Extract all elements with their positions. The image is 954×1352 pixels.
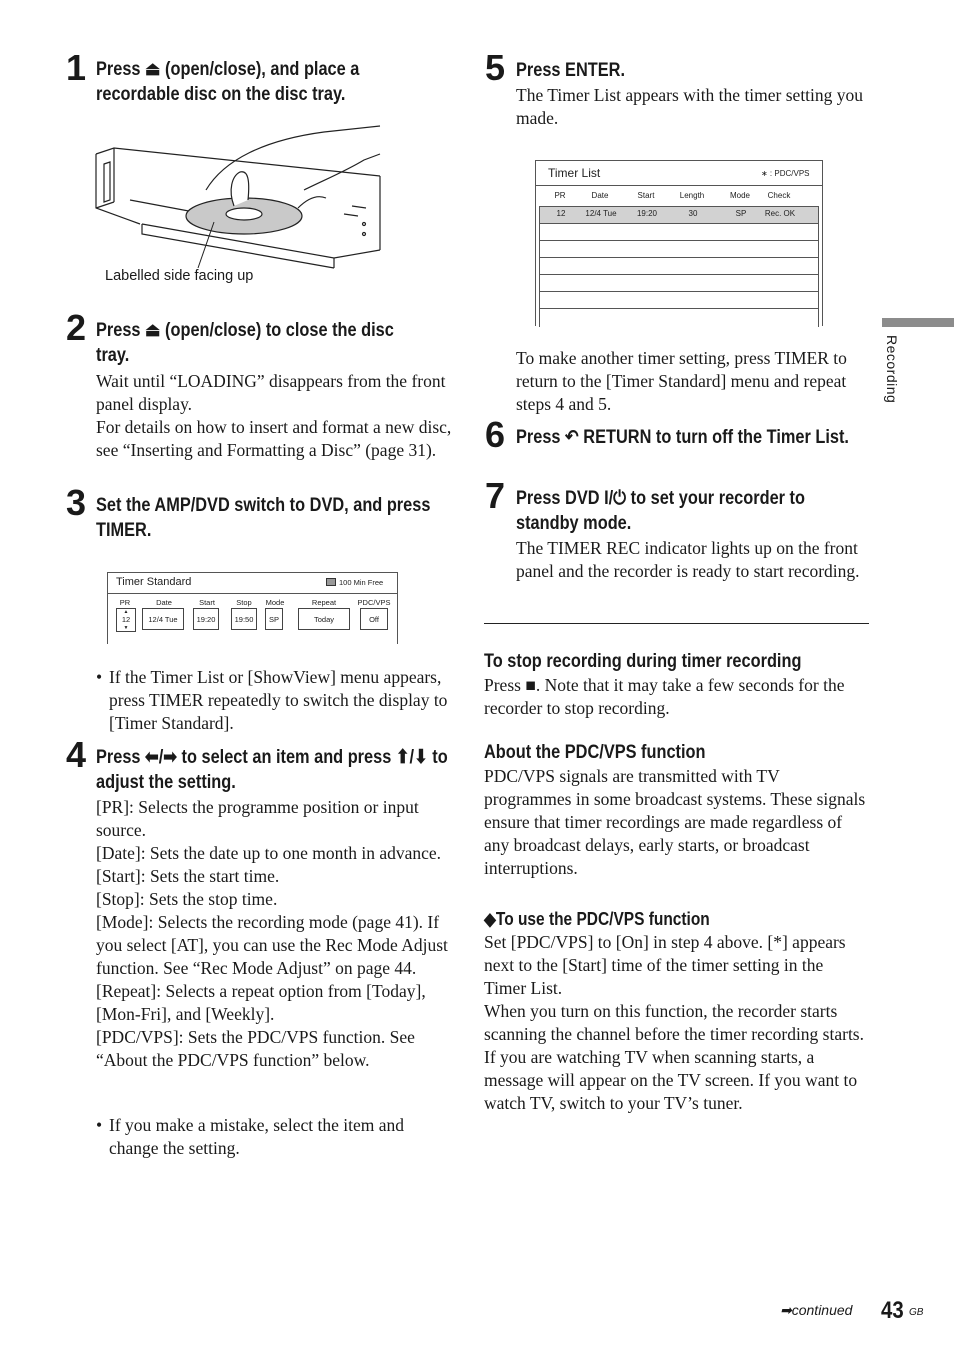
section-tab-label: Recording [884, 335, 900, 404]
step-2-para-1: Wait until “LOADING” disappears from the front panel display. [96, 371, 446, 414]
timer-standard-title: Timer Standard [116, 576, 192, 588]
step-5-number: 5 [485, 47, 506, 88]
timer-standard-screen [107, 572, 398, 644]
step-2-para-2: For details on how to insert and format a new disc, see “Inserting and Formatting a Disc” (page 31). [96, 417, 452, 460]
timer-list-empty-row[interactable] [539, 308, 819, 327]
timer-list-empty-row[interactable] [539, 257, 819, 275]
pdc-vps-heading: About the PDC/VPS function [484, 742, 706, 763]
timer-list-header-start: Start [637, 191, 655, 200]
step-4-stop: [Stop]: Sets the stop time. [96, 889, 278, 909]
step-2-body [96, 370, 456, 462]
timer-list-cell-start: 19:20 [636, 209, 658, 218]
mode-field[interactable]: SP [265, 608, 283, 630]
stop-recording-text: Press ■. Note that it may take a few seconds for the recorder to stop recording. [484, 675, 845, 718]
pr-value: 12 [121, 615, 131, 624]
timer-list-row[interactable] [539, 206, 819, 224]
timer-list-cell-date: 12/4 Tue [585, 209, 617, 218]
step-4-heading: Press ⬅/➡ to select an item and press ⬆/⬇ to adjust the setting. [96, 747, 448, 793]
timer-list-cell-pr: 12 [556, 209, 566, 218]
date-field[interactable]: 12/4 Tue [142, 608, 184, 630]
step-4-bullet-text: If you make a mistake, select the item and change the setting. [109, 1115, 404, 1158]
step-2-heading: Press ⏏ (open/close) to close the disc tray. [96, 320, 394, 366]
arrow-up-icon: ▲ [123, 609, 129, 615]
timer-list-empty-row[interactable] [539, 240, 819, 258]
timer-list-header-check: Check [767, 191, 791, 200]
repeat-field[interactable]: Today [298, 608, 350, 630]
step-4-bullet: • If you make a mistake, select the item and change the setting. [96, 1114, 456, 1160]
timer-list-empty-row[interactable] [539, 291, 819, 309]
pdc-vps-instructions [484, 931, 869, 1115]
section-tab-bar [882, 318, 954, 327]
step-3-bullet: • If the Timer List or [ShowView] menu appears, press TIMER repeatedly to switch the display to [Timer Standard]. [96, 666, 456, 735]
timer-standard-header-stop: Stop [236, 598, 252, 607]
timer-standard-header-start: Start [199, 598, 215, 607]
timer-list-empty-row[interactable] [539, 274, 819, 292]
stop-recording-heading: To stop recording during timer recording [484, 651, 802, 672]
step-5-para-1: The Timer List appears with the timer setting you made. [516, 85, 864, 128]
timer-list-header-length: Length [679, 191, 705, 200]
timer-standard-header-pr: PR [119, 598, 131, 607]
step-1-heading: Press ⏏ (open/close), and place a recordable disc on the disc tray. [96, 59, 360, 105]
step-3-bullet-text: If the Timer List or [ShowView] menu appears, press TIMER repeatedly to switch the display to [Timer Standard]. [109, 667, 448, 733]
timer-standard-header-date: Date [156, 598, 172, 607]
continued-label: ➡continued [780, 1302, 853, 1318]
step-3-heading: Set the AMP/DVD switch to DVD, and press TIMER. [96, 495, 431, 541]
step-7-number: 7 [485, 475, 506, 516]
pdc-vps-text: PDC/VPS signals are transmitted with TV programmes in some broadcast systems. These signals ensure that timer recordings are made regardless of any broadcast delays, early starts, or broadcast interruptions. [484, 766, 866, 878]
step-5-heading: Press ENTER. [516, 60, 625, 81]
step-4-date: [Date]: Sets the date up to one month in advance. [96, 843, 442, 863]
timer-list-title: Timer List [548, 166, 601, 180]
timer-list-cell-check: Rec. OK [764, 209, 796, 218]
timer-standard-header-mode: Mode [265, 598, 285, 607]
step-1-number: 1 [66, 47, 87, 88]
timer-standard-header-pdc-vps: PDC/VPS [357, 598, 391, 607]
step-7-body: The TIMER REC indicator lights up on the front panel and the recorder is ready to start recording. [516, 538, 860, 581]
pdc-vps-para-1: Set [PDC/VPS] to [On] in step 4 above. [*] appears next to the [Start] time of the timer setting in the Timer List. [484, 932, 846, 998]
step-6-heading: Press ↶ RETURN to turn off the Timer List. [516, 427, 849, 448]
timer-list-cell-length: 30 [688, 209, 698, 218]
step-4-mode: [Mode]: Selects the recording mode (page 41). If you select [AT], you can use the Rec Mode Adjust function. See “Rec Mode Adjust” on page 44. [96, 912, 448, 978]
step-7-heading: Press DVD I/⏻ to set your recorder to standby mode. [516, 488, 805, 534]
step-6-number: 6 [485, 414, 506, 455]
step-4-pdc: [PDC/VPS]: Sets the PDC/VPS function. See “About the PDC/VPS function” below. [96, 1027, 415, 1070]
step-4-pr: [PR]: Selects the programme position or input source. [96, 797, 419, 840]
start-field[interactable]: 19:20 [193, 608, 219, 630]
disc-icon [326, 578, 336, 586]
pdc-vps-subheading: ◆To use the PDC/VPS function [484, 909, 710, 929]
pdc-vps-legend: ∗ : PDC/VPS [761, 169, 810, 178]
pdc-vps-field[interactable]: Off [360, 608, 388, 630]
timer-list-screen [535, 160, 823, 326]
timer-list-empty-row[interactable] [539, 223, 819, 241]
step-4-number: 4 [66, 734, 87, 775]
illustration-caption: Labelled side facing up [105, 268, 254, 284]
pr-value-stepper[interactable] [116, 608, 136, 632]
pdc-vps-para-2: When you turn on this function, the recorder starts scanning the channel before the timer recording starts. If you are watching TV when scanning starts, a message will appear on the TV screen. If you want to watch TV, switch to your TV’s tuner. [484, 1001, 864, 1113]
timer-list-header-mode: Mode [729, 191, 750, 200]
page-number: 43 [881, 1297, 904, 1324]
step-4-body [96, 796, 456, 1072]
stop-field[interactable]: 19:50 [231, 608, 257, 630]
timer-list-header-pr: PR [554, 191, 566, 200]
timer-standard-header-repeat: Repeat [311, 598, 337, 607]
step-4-repeat: [Repeat]: Selects a repeat option from [Today], [Mon-Fri], and [Weekly]. [96, 981, 426, 1024]
disc-tray-illustration [94, 120, 384, 270]
timer-list-cell-mode: SP [735, 209, 747, 218]
step-2-number: 2 [66, 307, 87, 348]
step-4-start: [Start]: Sets the start time. [96, 866, 280, 886]
step-5-para-2: To make another timer setting, press TIMER to return to the [Timer Standard] menu and repeat steps 4 and 5. [516, 348, 847, 414]
timer-list-header-date: Date [591, 191, 609, 200]
page-number-suffix: GB [909, 1307, 924, 1318]
free-space-label: 100 Min Free [339, 578, 384, 587]
section-divider [484, 623, 869, 624]
arrow-down-icon: ▼ [123, 625, 129, 631]
step-3-number: 3 [66, 482, 87, 523]
